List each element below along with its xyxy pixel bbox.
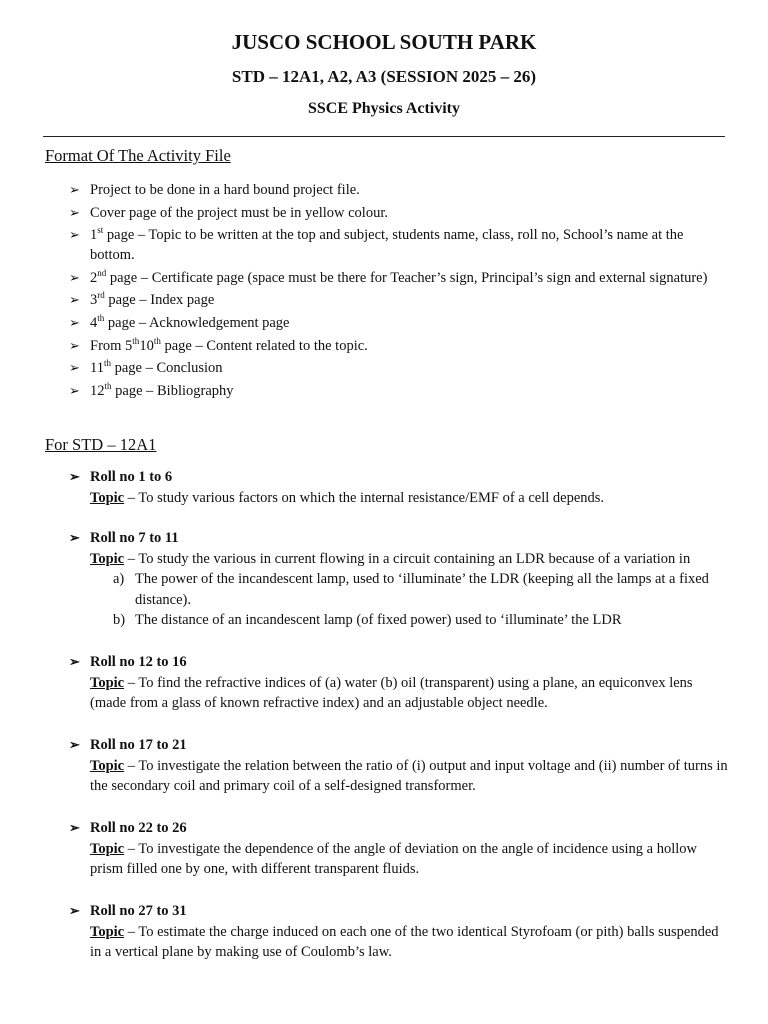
- horizontal-divider: [43, 136, 725, 137]
- arrowhead-bullet-icon: ➢: [69, 314, 80, 330]
- roll-group: [69, 901, 729, 963]
- topic-label: Topic: [90, 923, 125, 940]
- roll-range: Roll no 1 to 6: [90, 469, 173, 485]
- arrowhead-bullet-icon: ➢: [69, 903, 80, 918]
- arrowhead-bullet-icon: ➢: [69, 337, 80, 353]
- topic-label: Topic: [90, 489, 125, 506]
- roll-group: [69, 735, 729, 797]
- roll-group: [69, 652, 729, 714]
- list-item: ➢ From 5th10th page – Content related to the topic.: [69, 335, 368, 354]
- subject-title: SSCE Physics Activity: [307, 100, 460, 117]
- topic-text: – To investigate the dependence of the angle of deviation on the angle of incidence using a hollow prism filled one by one, with different transparent fluids.: [90, 840, 698, 877]
- list-item: ➢ Project to be done in a hard bound project file.: [69, 182, 360, 198]
- std-session-title: STD – 12A1, A2, A3 (SESSION 2025 – 26): [231, 67, 537, 86]
- topic-label: Topic: [90, 674, 125, 691]
- arrowhead-bullet-icon: ➢: [69, 292, 80, 308]
- roll-group: [69, 818, 729, 880]
- topic-label: Topic: [90, 840, 125, 857]
- topic-label: Topic: [90, 550, 125, 567]
- sub-list: [69, 569, 729, 631]
- topic-text: – To estimate the charge induced on each one of the two identical Styrofoam (or pith) balls suspended in a vertical plane by making use of Coulomb’s law.: [90, 923, 719, 960]
- topic-text: – To investigate the relation between the ratio of (i) output and input voltage and (ii) number of turns in the secondary coil and primary coil of a self-designed transformer.: [90, 757, 728, 794]
- list-item: ➢ 2nd page – Certificate page (space must be there for Teacher’s sign, Principal’s sign and external signature): [69, 267, 708, 286]
- roll-range: Roll no 7 to 11: [90, 530, 179, 546]
- arrowhead-bullet-icon: ➢: [69, 382, 80, 398]
- list-item: ➢ 4th page – Acknowledgement page: [69, 313, 290, 331]
- school-title: JUSCO SCHOOL SOUTH PARK: [231, 30, 537, 54]
- arrowhead-bullet-icon: ➢: [69, 182, 80, 197]
- arrowhead-bullet-icon: ➢: [69, 737, 80, 752]
- std-section-heading: For STD – 12A1: [45, 435, 157, 454]
- sub-list-item: b) The distance of an incandescent lamp (of fixed power) used to ‘illuminate’ the LDR: [113, 612, 622, 628]
- topic-text: – To study various factors on which the internal resistance/EMF of a cell depends.: [124, 489, 605, 506]
- arrowhead-bullet-icon: ➢: [69, 269, 80, 285]
- arrowhead-bullet-icon: ➢: [69, 469, 80, 484]
- roll-group: [69, 467, 729, 508]
- arrowhead-bullet-icon: ➢: [69, 227, 80, 243]
- topic-label: Topic: [90, 757, 125, 774]
- roll-range: Roll no 27 to 31: [90, 903, 187, 919]
- list-item: ➢ Cover page of the project must be in yellow colour.: [69, 204, 388, 221]
- arrowhead-bullet-icon: ➢: [69, 530, 80, 545]
- arrowhead-bullet-icon: ➢: [69, 820, 80, 835]
- list-item: ➢ 12th page – Bibliography: [69, 380, 234, 399]
- list-item: ➢ 3rd page – Index page: [69, 290, 215, 309]
- format-section-heading: Format Of The Activity File: [45, 146, 231, 165]
- format-list: [69, 180, 729, 403]
- roll-range: Roll no 12 to 16: [90, 654, 187, 670]
- roll-range: Roll no 17 to 21: [90, 737, 187, 753]
- topic-text: – To study the various in current flowing in a circuit containing an LDR because of a variation in: [124, 550, 691, 567]
- arrowhead-bullet-icon: ➢: [69, 204, 80, 220]
- topic-text: – To find the refractive indices of (a) water (b) oil (transparent) using a plane, an equiconvex lens (made from a glass of known refractive index) and an adjustable object needle.: [90, 674, 693, 711]
- roll-range: Roll no 22 to 26: [90, 820, 187, 836]
- roll-group: [69, 528, 729, 631]
- list-item: ➢ 1st page – Topic to be written at the top and subject, students name, class, roll no, School’s name at the bottom.: [69, 225, 684, 264]
- arrowhead-bullet-icon: ➢: [69, 654, 80, 669]
- list-item: ➢ 11th page – Conclusion: [69, 358, 223, 377]
- arrowhead-bullet-icon: ➢: [69, 360, 80, 376]
- sub-list-item: a) The power of the incandescent lamp, used to ‘illuminate’ the LDR (keeping all the lamps at a fixed distance).: [113, 571, 709, 608]
